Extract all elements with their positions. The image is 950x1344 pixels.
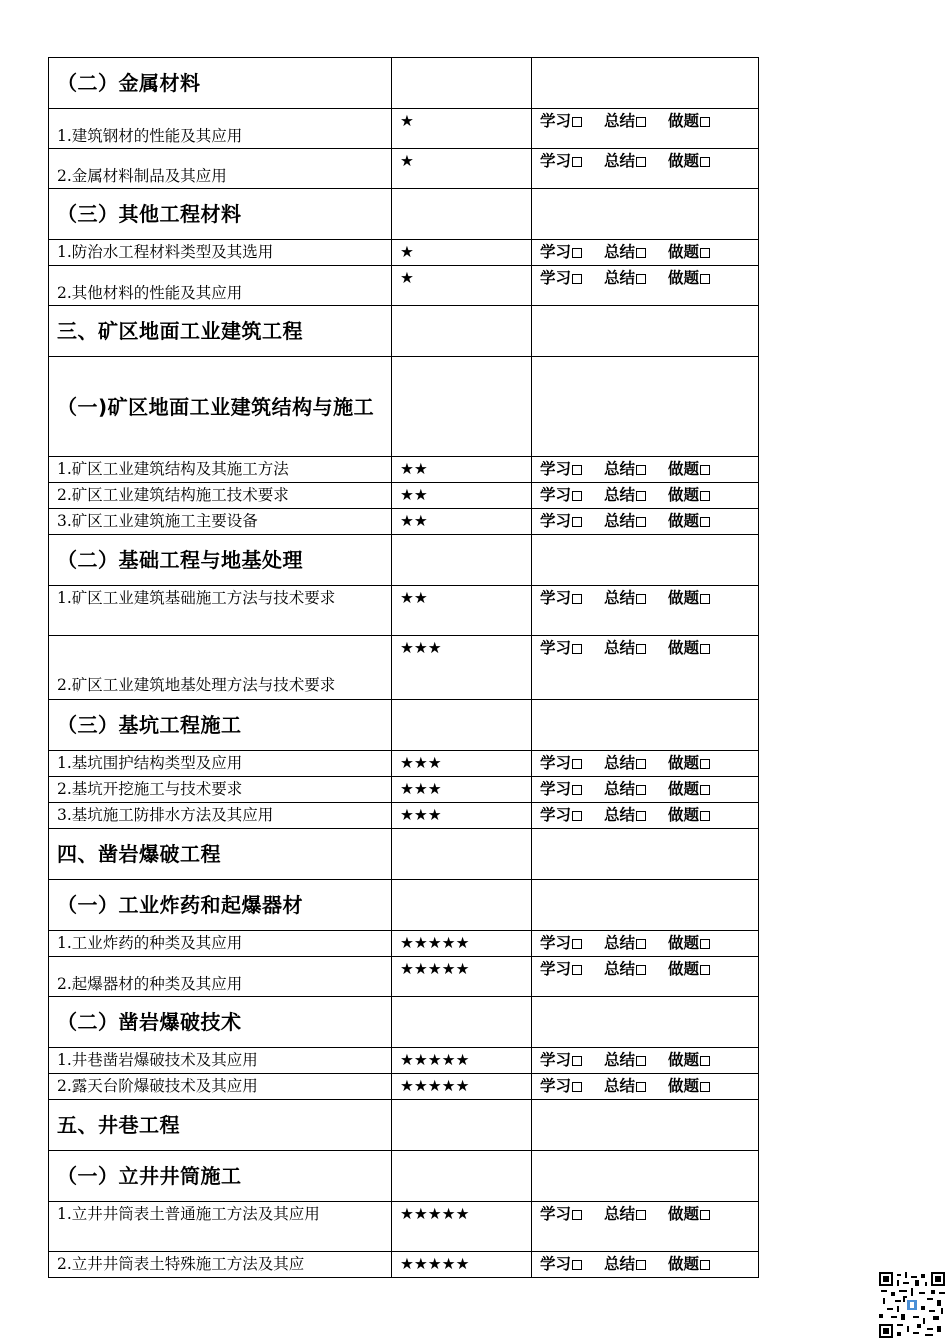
section-heading-row (49, 58, 759, 109)
importance-stars: ★★★★★ (392, 957, 532, 997)
checkbox-square-icon[interactable] (636, 644, 646, 654)
checkbox-label: 做题 (668, 1077, 700, 1095)
checkbox-label: 做题 (668, 1255, 700, 1273)
checkbox-square-icon[interactable] (572, 939, 582, 949)
section-title: （一）工业炸药和起爆器材 (49, 880, 392, 931)
checkbox-label: 学习 (540, 806, 572, 824)
checkbox-square-icon[interactable] (572, 759, 582, 769)
topic-row (49, 1252, 759, 1278)
progress-checkboxes (532, 509, 759, 535)
importance-stars: ★★ (392, 586, 532, 636)
checkbox-square-icon[interactable] (636, 594, 646, 604)
topic-row (49, 240, 759, 266)
checkbox-item[interactable] (668, 931, 710, 955)
checkbox-label: 总结 (604, 1255, 636, 1273)
importance-stars: ★★★★★ (392, 1048, 532, 1074)
checkbox-label: 做题 (668, 269, 700, 287)
checkbox-square-icon[interactable] (572, 517, 582, 527)
progress-checkboxes (532, 457, 759, 483)
outline-table (48, 57, 759, 1278)
checkbox-item[interactable] (540, 240, 582, 264)
checkbox-square-icon[interactable] (572, 157, 582, 167)
checkbox-label: 总结 (604, 1051, 636, 1069)
checkbox-square-icon[interactable] (572, 644, 582, 654)
importance-stars (392, 58, 532, 109)
checkbox-square-icon[interactable] (700, 1210, 710, 1220)
topic-title: 1.建筑钢材的性能及其应用 (49, 109, 392, 149)
section-heading-row (49, 535, 759, 586)
checkbox-item[interactable] (540, 149, 582, 173)
topic-row (49, 1048, 759, 1074)
checkbox-label: 做题 (668, 754, 700, 772)
checkbox-label: 总结 (604, 780, 636, 798)
checkbox-item[interactable] (604, 483, 646, 507)
checkbox-item[interactable] (668, 266, 710, 290)
checkbox-square-icon[interactable] (572, 465, 582, 475)
section-heading-row (49, 829, 759, 880)
topic-title: 2.露天台阶爆破技术及其应用 (49, 1074, 392, 1100)
progress-checkboxes (532, 636, 759, 700)
checkbox-item[interactable] (604, 957, 646, 981)
topic-title: 2.起爆器材的种类及其应用 (49, 957, 392, 997)
checkbox-square-icon[interactable] (636, 939, 646, 949)
checkbox-square-icon[interactable] (700, 965, 710, 975)
importance-stars: ★ (392, 266, 532, 306)
checkbox-label: 做题 (668, 243, 700, 261)
checkbox-item[interactable] (668, 777, 710, 801)
checkbox-label: 学习 (540, 512, 572, 530)
importance-stars: ★★★★★ (392, 1252, 532, 1278)
section-heading-row (49, 700, 759, 751)
checkbox-label: 学习 (540, 269, 572, 287)
checkbox-label: 总结 (604, 460, 636, 478)
progress-checkboxes (532, 1048, 759, 1074)
importance-stars (392, 357, 532, 457)
progress-checkboxes (532, 1151, 759, 1202)
importance-stars (392, 829, 532, 880)
checkbox-square-icon[interactable] (700, 1082, 710, 1092)
topic-title: 3.基坑施工防排水方法及其应用 (49, 803, 392, 829)
checkbox-square-icon[interactable] (636, 517, 646, 527)
importance-stars (392, 1100, 532, 1151)
importance-stars: ★★★ (392, 803, 532, 829)
checkbox-square-icon[interactable] (572, 274, 582, 284)
topic-title: 2.其他材料的性能及其应用 (49, 266, 392, 306)
outline-body (49, 58, 759, 1278)
checkbox-item[interactable] (604, 457, 646, 481)
checkbox-item[interactable] (604, 240, 646, 264)
topic-title: 1.防治水工程材料类型及其选用 (49, 240, 392, 266)
importance-stars (392, 997, 532, 1048)
checkbox-item[interactable] (668, 483, 710, 507)
checkbox-label: 学习 (540, 1255, 572, 1273)
checkbox-item[interactable] (540, 957, 582, 981)
progress-checkboxes (532, 700, 759, 751)
checkbox-label: 学习 (540, 639, 572, 657)
topic-row (49, 586, 759, 636)
checkbox-item[interactable] (604, 751, 646, 775)
checkbox-square-icon[interactable] (700, 1260, 710, 1270)
checkbox-item[interactable] (540, 1202, 582, 1226)
checkbox-item[interactable] (668, 149, 710, 173)
checkbox-label: 学习 (540, 1205, 572, 1223)
section-title: 五、井巷工程 (49, 1100, 392, 1151)
topic-title: 1.井巷凿岩爆破技术及其应用 (49, 1048, 392, 1074)
checkbox-item[interactable] (540, 931, 582, 955)
checkbox-label: 做题 (668, 460, 700, 478)
checkbox-label: 学习 (540, 112, 572, 130)
checkbox-label: 做题 (668, 512, 700, 530)
checkbox-item[interactable] (604, 109, 646, 133)
checkbox-label: 学习 (540, 1051, 572, 1069)
checkbox-item[interactable] (540, 266, 582, 290)
checkbox-item[interactable] (604, 1202, 646, 1226)
topic-title: 2.金属材料制品及其应用 (49, 149, 392, 189)
progress-checkboxes (532, 149, 759, 189)
section-heading-row (49, 306, 759, 357)
checkbox-item[interactable] (604, 586, 646, 610)
checkbox-label: 做题 (668, 639, 700, 657)
checkbox-square-icon[interactable] (636, 759, 646, 769)
checkbox-square-icon[interactable] (572, 117, 582, 127)
progress-checkboxes (532, 829, 759, 880)
progress-checkboxes (532, 803, 759, 829)
topic-title: 2.基坑开挖施工与技术要求 (49, 777, 392, 803)
checkbox-square-icon[interactable] (636, 248, 646, 258)
checkbox-square-icon[interactable] (700, 759, 710, 769)
topic-row (49, 266, 759, 306)
importance-stars: ★ (392, 149, 532, 189)
checkbox-label: 做题 (668, 486, 700, 504)
checkbox-label: 学习 (540, 460, 572, 478)
topic-title: 2.立井井筒表土特殊施工方法及其应 (49, 1252, 392, 1278)
checkbox-square-icon[interactable] (636, 491, 646, 501)
progress-checkboxes (532, 1202, 759, 1252)
checkbox-item[interactable] (668, 1074, 710, 1098)
checkbox-item[interactable] (668, 457, 710, 481)
progress-checkboxes (532, 1100, 759, 1151)
section-heading-row (49, 189, 759, 240)
checkbox-item[interactable] (540, 751, 582, 775)
importance-stars: ★★ (392, 483, 532, 509)
topic-row (49, 803, 759, 829)
topic-row (49, 149, 759, 189)
checkbox-square-icon[interactable] (700, 939, 710, 949)
progress-checkboxes (532, 880, 759, 931)
checkbox-square-icon[interactable] (572, 1260, 582, 1270)
progress-checkboxes (532, 483, 759, 509)
checkbox-label: 总结 (604, 934, 636, 952)
checkbox-label: 学习 (540, 754, 572, 772)
checkbox-item[interactable] (540, 1048, 582, 1072)
checkbox-square-icon[interactable] (636, 811, 646, 821)
checkbox-item[interactable] (668, 957, 710, 981)
checkbox-label: 学习 (540, 960, 572, 978)
section-title: （三）其他工程材料 (49, 189, 392, 240)
checkbox-square-icon[interactable] (636, 157, 646, 167)
checkbox-item[interactable] (540, 1074, 582, 1098)
checkbox-item[interactable] (604, 636, 646, 660)
checkbox-item[interactable] (540, 109, 582, 133)
section-title: （一)矿区地面工业建筑结构与施工 (49, 357, 392, 457)
checkbox-label: 总结 (604, 1077, 636, 1095)
checkbox-item[interactable] (604, 777, 646, 801)
importance-stars (392, 700, 532, 751)
topic-title: 2.矿区工业建筑地基处理方法与技术要求 (49, 636, 392, 700)
checkbox-label: 做题 (668, 152, 700, 170)
section-title: （一）立井井筒施工 (49, 1151, 392, 1202)
topic-row (49, 457, 759, 483)
checkbox-label: 总结 (604, 1205, 636, 1223)
topic-title: 1.工业炸药的种类及其应用 (49, 931, 392, 957)
checkbox-item[interactable] (540, 803, 582, 827)
checkbox-label: 学习 (540, 589, 572, 607)
importance-stars: ★★★★★ (392, 1074, 532, 1100)
checkbox-label: 总结 (604, 806, 636, 824)
checkbox-item[interactable] (668, 1252, 710, 1276)
checkbox-label: 总结 (604, 152, 636, 170)
checkbox-item[interactable] (604, 1252, 646, 1276)
importance-stars: ★★ (392, 509, 532, 535)
checkbox-label: 做题 (668, 960, 700, 978)
section-title: 三、矿区地面工业建筑工程 (49, 306, 392, 357)
checkbox-label: 总结 (604, 243, 636, 261)
importance-stars: ★★★★★ (392, 931, 532, 957)
checkbox-label: 做题 (668, 1051, 700, 1069)
checkbox-square-icon[interactable] (572, 248, 582, 258)
section-title: （二）凿岩爆破技术 (49, 997, 392, 1048)
checkbox-item[interactable] (604, 803, 646, 827)
progress-checkboxes (532, 357, 759, 457)
section-heading-row (49, 357, 759, 457)
checkbox-square-icon[interactable] (700, 248, 710, 258)
checkbox-item[interactable] (668, 509, 710, 533)
checkbox-square-icon[interactable] (572, 1082, 582, 1092)
checkbox-square-icon[interactable] (700, 517, 710, 527)
checkbox-square-icon[interactable] (572, 491, 582, 501)
checkbox-label: 学习 (540, 486, 572, 504)
importance-stars (392, 189, 532, 240)
importance-stars: ★★ (392, 457, 532, 483)
checkbox-item[interactable] (540, 457, 582, 481)
importance-stars: ★★★ (392, 636, 532, 700)
checkbox-item[interactable] (668, 586, 710, 610)
topic-row (49, 957, 759, 997)
checkbox-square-icon[interactable] (636, 117, 646, 127)
section-title: （二）金属材料 (49, 58, 392, 109)
checkbox-label: 学习 (540, 1077, 572, 1095)
checkbox-item[interactable] (540, 586, 582, 610)
topic-row (49, 1202, 759, 1252)
checkbox-label: 做题 (668, 589, 700, 607)
section-heading-row (49, 1100, 759, 1151)
importance-stars: ★★★ (392, 777, 532, 803)
checkbox-label: 学习 (540, 243, 572, 261)
checkbox-label: 学习 (540, 152, 572, 170)
checkbox-item[interactable] (604, 1048, 646, 1072)
progress-checkboxes (532, 109, 759, 149)
checkbox-square-icon[interactable] (636, 1082, 646, 1092)
progress-checkboxes (532, 931, 759, 957)
checkbox-item[interactable] (540, 636, 582, 660)
checkbox-square-icon[interactable] (636, 1056, 646, 1066)
section-heading-row (49, 1151, 759, 1202)
progress-checkboxes (532, 957, 759, 997)
checkbox-square-icon[interactable] (700, 644, 710, 654)
checkbox-label: 做题 (668, 112, 700, 130)
checkbox-label: 做题 (668, 806, 700, 824)
checkbox-label: 总结 (604, 960, 636, 978)
checkbox-square-icon[interactable] (700, 491, 710, 501)
section-title: （二）基础工程与地基处理 (49, 535, 392, 586)
progress-checkboxes (532, 189, 759, 240)
checkbox-item[interactable] (540, 1252, 582, 1276)
checkbox-item[interactable] (540, 509, 582, 533)
checkbox-square-icon[interactable] (636, 274, 646, 284)
checkbox-square-icon[interactable] (636, 1260, 646, 1270)
checkbox-label: 总结 (604, 112, 636, 130)
checkbox-item[interactable] (668, 1202, 710, 1226)
checkbox-item[interactable] (668, 109, 710, 133)
checkbox-square-icon[interactable] (700, 117, 710, 127)
progress-checkboxes (532, 997, 759, 1048)
topic-title: 2.矿区工业建筑结构施工技术要求 (49, 483, 392, 509)
checkbox-item[interactable] (668, 240, 710, 264)
importance-stars: ★★★★★ (392, 1202, 532, 1252)
checkbox-item[interactable] (604, 1074, 646, 1098)
topic-title: 1.矿区工业建筑基础施工方法与技术要求 (49, 586, 392, 636)
topic-row (49, 751, 759, 777)
checkbox-label: 总结 (604, 269, 636, 287)
importance-stars (392, 535, 532, 586)
checkbox-label: 总结 (604, 486, 636, 504)
checkbox-square-icon[interactable] (636, 965, 646, 975)
progress-checkboxes (532, 535, 759, 586)
checkbox-item[interactable] (668, 636, 710, 660)
topic-title: 3.矿区工业建筑施工主要设备 (49, 509, 392, 535)
topic-title: 1.基坑围护结构类型及应用 (49, 751, 392, 777)
topic-row (49, 777, 759, 803)
topic-row (49, 1074, 759, 1100)
checkbox-item[interactable] (668, 1048, 710, 1072)
section-heading-row (49, 997, 759, 1048)
progress-checkboxes (532, 777, 759, 803)
checkbox-item[interactable] (540, 483, 582, 507)
checkbox-square-icon[interactable] (636, 465, 646, 475)
checkbox-square-icon[interactable] (700, 811, 710, 821)
progress-checkboxes (532, 586, 759, 636)
progress-checkboxes (532, 266, 759, 306)
importance-stars (392, 306, 532, 357)
topic-row (49, 483, 759, 509)
progress-checkboxes (532, 1252, 759, 1278)
checkbox-label: 总结 (604, 512, 636, 530)
checkbox-label: 做题 (668, 934, 700, 952)
checkbox-square-icon[interactable] (572, 1056, 582, 1066)
progress-checkboxes (532, 1074, 759, 1100)
checkbox-square-icon[interactable] (700, 274, 710, 284)
checkbox-square-icon[interactable] (572, 1210, 582, 1220)
importance-stars (392, 1151, 532, 1202)
checkbox-square-icon[interactable] (636, 785, 646, 795)
checkbox-item[interactable] (540, 777, 582, 801)
topic-row (49, 636, 759, 700)
importance-stars: ★★★ (392, 751, 532, 777)
checkbox-label: 总结 (604, 754, 636, 772)
checkbox-square-icon[interactable] (572, 965, 582, 975)
checkbox-square-icon[interactable] (572, 811, 582, 821)
checkbox-square-icon[interactable] (572, 785, 582, 795)
checkbox-item[interactable] (604, 266, 646, 290)
topic-row (49, 931, 759, 957)
progress-checkboxes (532, 306, 759, 357)
checkbox-square-icon[interactable] (636, 1210, 646, 1220)
checkbox-square-icon[interactable] (700, 594, 710, 604)
checkbox-item[interactable] (668, 803, 710, 827)
checkbox-label: 学习 (540, 934, 572, 952)
section-title: 四、凿岩爆破工程 (49, 829, 392, 880)
checkbox-square-icon[interactable] (700, 1056, 710, 1066)
topic-row (49, 109, 759, 149)
checkbox-label: 做题 (668, 1205, 700, 1223)
checkbox-label: 做题 (668, 780, 700, 798)
section-heading-row (49, 880, 759, 931)
checkbox-square-icon[interactable] (700, 465, 710, 475)
checkbox-item[interactable] (604, 509, 646, 533)
importance-stars: ★ (392, 240, 532, 266)
qr-code-image (879, 1272, 945, 1338)
topic-title: 1.矿区工业建筑结构及其施工方法 (49, 457, 392, 483)
checkbox-square-icon[interactable] (700, 785, 710, 795)
section-title: （三）基坑工程施工 (49, 700, 392, 751)
checkbox-item[interactable] (604, 931, 646, 955)
progress-checkboxes (532, 58, 759, 109)
topic-row (49, 509, 759, 535)
checkbox-square-icon[interactable] (700, 157, 710, 167)
checkbox-square-icon[interactable] (572, 594, 582, 604)
topic-title: 1.立井井筒表土普通施工方法及其应用 (49, 1202, 392, 1252)
progress-checkboxes (532, 751, 759, 777)
checkbox-item[interactable] (604, 149, 646, 173)
checkbox-label: 总结 (604, 589, 636, 607)
importance-stars (392, 880, 532, 931)
importance-stars: ★ (392, 109, 532, 149)
checkbox-item[interactable] (668, 751, 710, 775)
checkbox-label: 总结 (604, 639, 636, 657)
progress-checkboxes (532, 240, 759, 266)
checkbox-label: 学习 (540, 780, 572, 798)
